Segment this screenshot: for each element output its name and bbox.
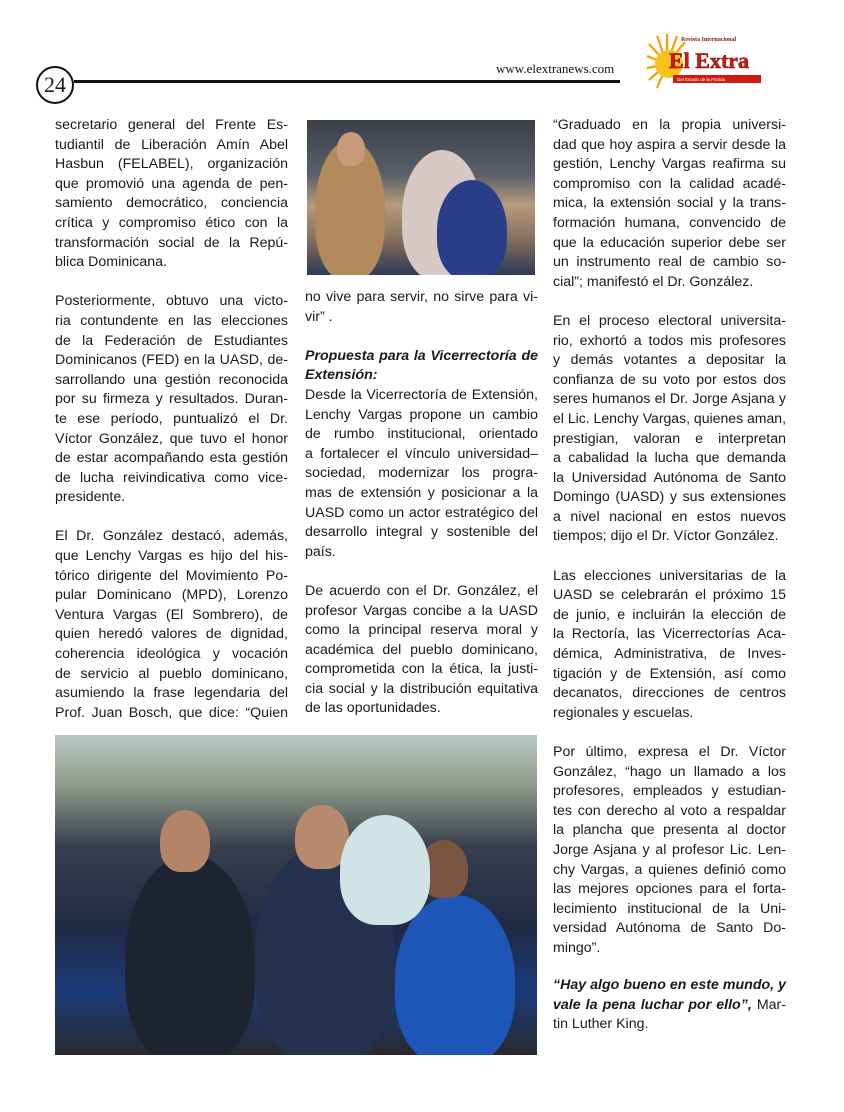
paragraph-line: un instrumento real de cambio so- bbox=[553, 254, 786, 271]
section-heading-line: Propuesta para la Vicerrectoría de bbox=[305, 347, 538, 364]
paragraph-line: Por último, expresa el Dr. Víctor bbox=[553, 744, 786, 760]
paragraph-line: Desde la Vicerrectoría de Extensión, bbox=[305, 386, 538, 403]
paragraph-line: asumiendo la frase legendaria del bbox=[55, 685, 288, 702]
paragraph-line: a cabalidad la lucha que demanda bbox=[553, 450, 786, 467]
paragraph-line: rio, exhortó a todos mis profesores bbox=[553, 332, 786, 349]
text-column-1 bbox=[55, 116, 288, 723]
paragraph-line: la Rectoría, las Vicerrectorías Aca- bbox=[553, 626, 786, 643]
paragraph-line: que la educación superior debe ser bbox=[553, 234, 786, 251]
paragraph-line: Prof. Juan Bosch, que dice: “Quien bbox=[55, 704, 288, 721]
website-url: www.elextranews.com bbox=[496, 61, 615, 76]
paragraph-line: sarrollando una gestión reconocida bbox=[55, 371, 288, 388]
paragraph-line: Lenchy Vargas propone un cambio bbox=[305, 406, 538, 423]
text-column-3 bbox=[553, 116, 786, 959]
page-number: 24 bbox=[36, 66, 74, 104]
paragraph-line: a nivel nacional en estos nuevos bbox=[553, 508, 786, 525]
paragraph-line: tudiantil de Liberación Amín Abel bbox=[55, 136, 288, 153]
paragraph-line: “Graduado en la propia universi- bbox=[553, 117, 786, 133]
paragraph-line: de rumbo institucional, orientado bbox=[305, 426, 538, 443]
paragraph-line: mingo”. bbox=[553, 939, 601, 956]
paragraph-line: gestión, Lenchy Vargas reafirma su bbox=[553, 156, 786, 173]
paragraph-line: Posteriormente, obtuvo una victo- bbox=[55, 293, 288, 310]
paragraph-line: regionales y escuelas. bbox=[553, 704, 694, 721]
paragraph-line: no vive para servir, no sirve para vi- bbox=[305, 289, 538, 305]
paragraph-line: compromiso con la calidad acadé- bbox=[553, 175, 786, 192]
paragraph-gap bbox=[553, 723, 786, 743]
paragraph-line: Dominicanos (FED) en la UASD, de- bbox=[55, 352, 288, 369]
quote-bold: vale la pena luchar por ello”, bbox=[553, 996, 752, 1013]
el-extra-logo bbox=[645, 30, 769, 92]
paragraph-line: formación humana, convencido de bbox=[553, 214, 786, 231]
paragraph-line: En el proceso electoral universita- bbox=[553, 312, 786, 329]
paragraph-line: mica, la extensión social y la trans- bbox=[553, 195, 786, 212]
paragraph-line: El Dr. González destacó, además, bbox=[55, 528, 288, 545]
paragraph-line: decanatos, direcciones de centros bbox=[553, 685, 786, 702]
paragraph-line: samiento democrático, conciencia bbox=[55, 195, 288, 212]
paragraph-line: tes con derecho al voto a respaldar bbox=[553, 802, 786, 819]
quote-line bbox=[553, 996, 786, 1016]
paragraph-line: secretario general del Frente Es- bbox=[55, 117, 288, 133]
paragraph-line: Jorge Asjana y al profesor Lic. Len- bbox=[553, 841, 786, 858]
paragraph-line: Hasbun (FELABEL), organización bbox=[55, 156, 288, 173]
paragraph-line: el Lic. Lenchy Vargas, quienes aman, bbox=[553, 410, 786, 427]
paragraph-line: chy Vargas, a quienes definió como bbox=[553, 861, 786, 878]
paragraph-line: Las elecciones universitarias de la bbox=[553, 567, 786, 584]
paragraph-line: de junio, e incluirán la elección de bbox=[553, 606, 786, 623]
paragraph-line: Domingo (UASD) y sus extensiones bbox=[553, 489, 786, 506]
paragraph-line: tiempos; dijo el Dr. Víctor González. bbox=[553, 528, 779, 545]
paragraph-line: y demás votantes a depositar la bbox=[553, 352, 786, 369]
photo-greeting bbox=[307, 120, 535, 275]
paragraph-line: prestigian, valoran e interpretan bbox=[553, 430, 786, 447]
paragraph-gap bbox=[305, 562, 538, 582]
paragraph-line: confianza de su voto por estos dos bbox=[553, 371, 786, 388]
paragraph-line: de lucha reivindicativa como vice- bbox=[55, 469, 288, 486]
paragraph-line: González, “hago un llamado a los bbox=[553, 763, 786, 780]
paragraph-line: de las oportunidades. bbox=[305, 700, 441, 717]
paragraph-line: cia social y la distribución equitativa bbox=[305, 680, 538, 697]
text-column-2 bbox=[305, 288, 538, 719]
paragraph-line: presidente. bbox=[55, 489, 126, 506]
paragraph-line: Víctor González, que tuvo el honor bbox=[55, 430, 288, 447]
header-rule bbox=[74, 80, 620, 83]
paragraph-line: mas de extensión y posicionar a la bbox=[305, 484, 538, 501]
paragraph-line: sociedad, modernizar los progra- bbox=[305, 465, 538, 482]
paragraph-line: tigación y de Extensión, así como bbox=[553, 665, 786, 682]
paragraph-line: que Lenchy Vargas es hijo del his- bbox=[55, 548, 288, 565]
paragraph-gap bbox=[55, 273, 288, 293]
closing-quote bbox=[553, 976, 786, 1035]
quote-line: “Hay algo bueno en este mundo, y bbox=[553, 977, 786, 993]
photo-group-applauding bbox=[55, 735, 537, 1055]
paragraph-line: te ese período, puntualizó el Dr. bbox=[55, 410, 288, 427]
logo-name: El Extra bbox=[669, 48, 750, 73]
paragraph-line: seres humanos el Dr. Jorge Asjana y bbox=[553, 391, 786, 408]
paragraph-line: blica Dominicana. bbox=[55, 254, 167, 271]
paragraph-line: quien heredó valores de dignidad, bbox=[55, 626, 288, 643]
paragraph-line: desarrollo integral y sostenible del bbox=[305, 524, 538, 541]
quote-attribution: Mar- bbox=[751, 996, 786, 1013]
paragraph-line: la Universidad Autónoma de Santo bbox=[553, 469, 786, 486]
paragraph-line: tórico dirigente del Movimiento Po- bbox=[55, 567, 288, 584]
logo-top-text: Revista Internacional bbox=[681, 37, 737, 43]
paragraph-line: ria contundente en las elecciones bbox=[55, 312, 288, 329]
paragraph-line: cial”; manifestó el Dr. González. bbox=[553, 273, 754, 290]
paragraph-gap bbox=[305, 327, 538, 347]
paragraph-line: UASD como un actor estratégico del bbox=[305, 504, 538, 521]
paragraph-line: coherencia ideológica y vocación bbox=[55, 646, 288, 663]
paragraph-line: UASD se celebrarán el próximo 15 bbox=[553, 587, 786, 604]
paragraph-line: las mejores opciones para el forta- bbox=[553, 881, 786, 898]
paragraph-line: académica del pueblo dominicano, bbox=[305, 641, 538, 658]
paragraph-line: por su firmeza y resultados. Duran- bbox=[55, 391, 288, 408]
paragraph-line: vir” . bbox=[305, 308, 333, 325]
paragraph-line: démica, Administrativa, de Inves- bbox=[553, 646, 786, 663]
paragraph-line: lecimiento institucional de la Uni- bbox=[553, 900, 786, 917]
paragraph-line: Ventura Vargas (El Sombrero), de bbox=[55, 606, 288, 623]
logo-tagline: Del Estado de la Florida bbox=[677, 77, 726, 82]
paragraph-line: como la principal reserva moral y bbox=[305, 622, 538, 639]
paragraph-line: crítica y compromiso ético con la bbox=[55, 214, 288, 231]
quote-attribution-line: tin Luther King. bbox=[553, 1016, 649, 1033]
paragraph-line: profesor Vargas concibe a la UASD bbox=[305, 602, 538, 619]
paragraph-line: transformación social de la Repú- bbox=[55, 234, 288, 251]
section-heading-line: Extensión: bbox=[305, 367, 378, 384]
paragraph-line: versidad Autónoma de Santo Do- bbox=[553, 920, 786, 937]
paragraph-line: la plancha que presenta al doctor bbox=[553, 822, 786, 839]
paragraph-line: de servicio al pueblo dominicano, bbox=[55, 665, 288, 682]
paragraph-line: De acuerdo con el Dr. González, el bbox=[305, 582, 538, 599]
paragraph-line: profesores, empleados y estudian- bbox=[553, 783, 786, 800]
paragraph-line: comprometida con la ética, la justi- bbox=[305, 661, 538, 678]
paragraph-line: de estar acompañando esta gestión bbox=[55, 450, 288, 467]
paragraph-line: pular Dominicano (MPD), Lorenzo bbox=[55, 587, 288, 604]
paragraph-line: dad que hoy aspira a servir desde la bbox=[553, 136, 786, 153]
paragraph-gap bbox=[55, 508, 288, 528]
paragraph-line: país. bbox=[305, 543, 336, 560]
paragraph-line: a fortalecer el vínculo universidad– bbox=[305, 445, 538, 462]
paragraph-gap bbox=[553, 292, 786, 312]
paragraph-line: que promovió una agenda de pen- bbox=[55, 175, 288, 192]
paragraph-line: de la Federación de Estudiantes bbox=[55, 332, 288, 349]
paragraph-gap bbox=[553, 547, 786, 567]
